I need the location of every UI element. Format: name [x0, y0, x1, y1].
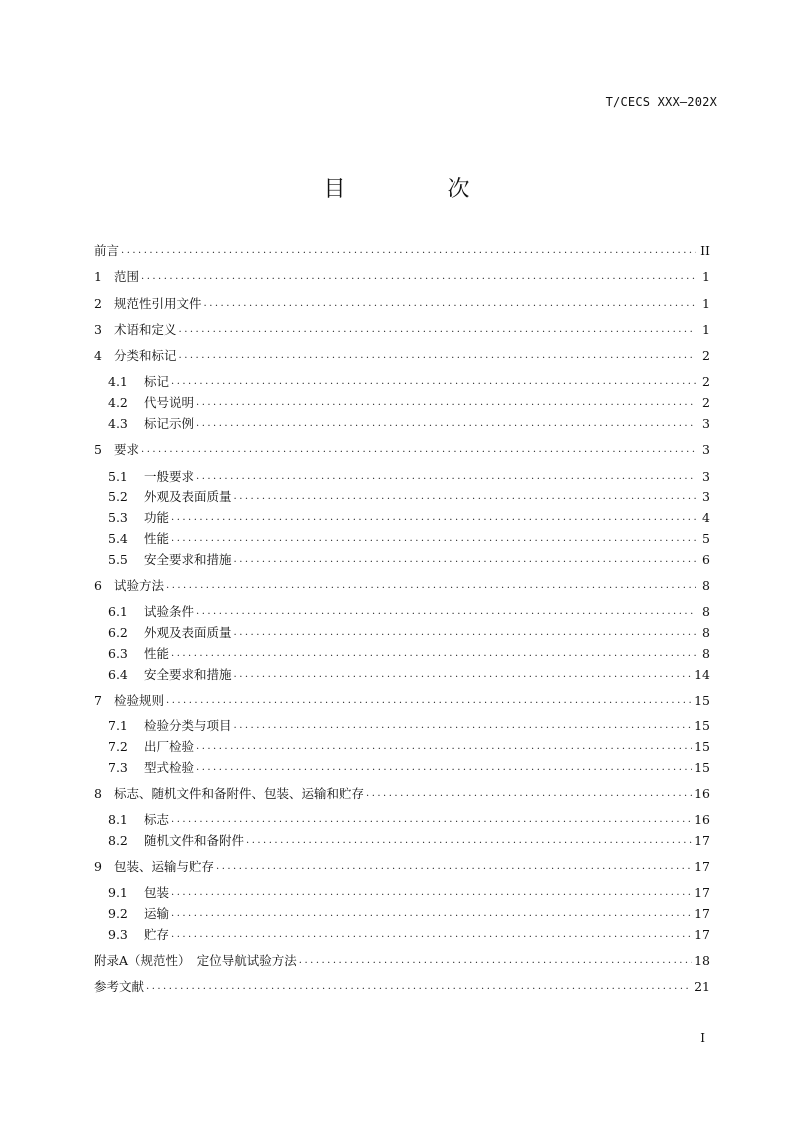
- toc-dot-leader: [196, 471, 696, 482]
- toc-entry-number: 4.3: [108, 415, 128, 431]
- toc-entry-label: 检验规则: [114, 693, 165, 708]
- toc-dot-leader: [171, 929, 692, 940]
- toc-entry-label: 性能: [144, 531, 170, 546]
- toc-entry[interactable]: [94, 439, 710, 459]
- toc-entry-number: 9.2: [108, 905, 128, 921]
- toc-dot-leader: [141, 444, 696, 455]
- toc-entry-page: 6: [702, 551, 710, 567]
- toc-dot-leader: [196, 606, 696, 617]
- toc-entry-label: 分类和标记: [114, 348, 177, 363]
- toc-entry-label: 参考文献: [94, 979, 145, 994]
- toc-entry[interactable]: [108, 903, 710, 923]
- toc-entry-page: 8: [702, 645, 710, 661]
- toc-entry-number: 6.3: [108, 645, 128, 661]
- toc-entry-page: 2: [702, 347, 710, 363]
- toc-entry-label: 试验方法: [114, 578, 165, 593]
- toc-dot-leader: [179, 350, 696, 361]
- toc-entry[interactable]: [108, 507, 710, 527]
- toc-entry[interactable]: [108, 882, 710, 902]
- toc-dot-leader: [171, 512, 696, 523]
- toc-entry-page: 8: [702, 577, 710, 593]
- toc-entry-number: 8: [94, 785, 102, 801]
- document-id: T/CECS XXX—202X: [605, 95, 717, 109]
- toc-dot-leader: [196, 762, 692, 773]
- toc-entry[interactable]: [108, 715, 710, 735]
- toc-entry-number: 5.3: [108, 509, 128, 525]
- toc-entry-page: 8: [702, 603, 710, 619]
- toc-entry-number: 9: [94, 858, 102, 874]
- toc-dot-leader: [166, 580, 696, 591]
- toc-entry[interactable]: [108, 528, 710, 548]
- toc-dot-leader: [246, 835, 692, 846]
- toc-entry-page: 17: [694, 905, 710, 921]
- toc-entry-label: 性能: [144, 646, 170, 661]
- toc-entry[interactable]: [94, 783, 710, 803]
- toc-dot-leader: [171, 376, 696, 387]
- toc-entry-label: 外观及表面质量: [144, 625, 232, 640]
- toc-entry-page: 8: [702, 624, 710, 640]
- toc-entry-page: 15: [694, 759, 710, 775]
- toc-entry-page: 16: [694, 785, 710, 801]
- toc-entry-page: 3: [702, 441, 710, 457]
- toc-dot-leader: [179, 324, 696, 335]
- toc-entry[interactable]: [108, 622, 710, 642]
- toc-entry-label: 标记示例: [144, 416, 195, 431]
- toc-entry-label: 标志: [144, 812, 170, 827]
- toc-entry-page: 17: [694, 832, 710, 848]
- toc-entry[interactable]: [108, 413, 710, 433]
- toc-entry-page: 18: [694, 952, 710, 968]
- toc-entry-number: 5.1: [108, 468, 128, 484]
- toc-entry-label: 前言: [94, 243, 120, 258]
- toc-entry-label: 要求: [114, 442, 140, 457]
- toc-dot-leader: [171, 533, 696, 544]
- toc-entry-page: 3: [702, 488, 710, 504]
- toc-entry-number: 7.1: [108, 717, 128, 733]
- toc-dot-leader: [299, 955, 692, 966]
- toc-entry[interactable]: [108, 736, 710, 756]
- toc-entry-label: 范围: [114, 269, 140, 284]
- toc-entry-number: 4.1: [108, 373, 128, 389]
- toc-entry[interactable]: [108, 809, 710, 829]
- toc-entry[interactable]: [94, 293, 710, 313]
- toc-entry-label: 贮存: [144, 927, 170, 942]
- toc-entry-number: 4: [94, 347, 102, 363]
- toc-entry-page: 14: [694, 666, 710, 682]
- toc-dot-leader: [166, 695, 692, 706]
- toc-entry-label: 外观及表面质量: [144, 489, 232, 504]
- toc-entry-page: 15: [694, 717, 710, 733]
- toc-entry-label: 功能: [144, 510, 170, 525]
- toc-entry-number: 5.4: [108, 530, 128, 546]
- toc-entry-page: 3: [702, 468, 710, 484]
- toc-entry-label: 安全要求和措施: [144, 667, 232, 682]
- toc-entry[interactable]: [108, 757, 710, 777]
- toc-dot-leader: [204, 298, 696, 309]
- toc-entry[interactable]: [108, 924, 710, 944]
- toc-dot-leader: [234, 491, 696, 502]
- toc-dot-leader: [196, 418, 696, 429]
- toc-entry-number: 8.2: [108, 832, 128, 848]
- toc-entry-page: 3: [702, 415, 710, 431]
- toc-entry-number: 5.5: [108, 551, 128, 567]
- toc-entry-page: 17: [694, 884, 710, 900]
- toc-entry[interactable]: [108, 643, 710, 663]
- toc-dot-leader: [171, 908, 692, 919]
- toc-dot-leader: [216, 861, 692, 872]
- toc-entry-number: 6.4: [108, 666, 128, 682]
- toc-entry-number: 8.1: [108, 811, 128, 827]
- toc-entry-label: 标志、随机文件和备附件、包装、运输和贮存: [114, 786, 365, 801]
- toc-entry-number: 5.2: [108, 488, 128, 504]
- toc-entry-page: 16: [694, 811, 710, 827]
- toc-dot-leader: [234, 669, 693, 680]
- toc-entry[interactable]: [94, 319, 710, 339]
- toc-entry-number: 6.1: [108, 603, 128, 619]
- toc-dot-leader: [234, 627, 696, 638]
- toc-entry-label: 术语和定义: [114, 322, 177, 337]
- toc-entry-page: 21: [694, 978, 710, 994]
- toc-entry-label: 出厂检验: [144, 739, 195, 754]
- toc-dot-leader: [196, 397, 696, 408]
- toc-entry[interactable]: [108, 486, 710, 506]
- toc-dot-leader: [171, 814, 692, 825]
- toc-entry-label: 试验条件: [144, 604, 195, 619]
- toc-entry-number: 9.1: [108, 884, 128, 900]
- toc-entry-label: 型式检验: [144, 760, 195, 775]
- toc-dot-leader: [171, 887, 692, 898]
- toc-entry-label: 包装: [144, 885, 170, 900]
- toc-entry-number: 6: [94, 577, 102, 593]
- toc-entry-page: 1: [702, 321, 710, 337]
- toc-entry-page: 2: [702, 394, 710, 410]
- toc-entry-number: 9.3: [108, 926, 128, 942]
- toc-dot-leader: [366, 788, 692, 799]
- toc-entry-number: 6.2: [108, 624, 128, 640]
- toc-entry[interactable]: [108, 549, 710, 569]
- toc-entry[interactable]: [108, 830, 710, 850]
- toc-dot-leader: [234, 554, 696, 565]
- toc-entry-page: 1: [702, 295, 710, 311]
- toc-entry[interactable]: [94, 240, 710, 260]
- toc-entry-label: 代号说明: [144, 395, 195, 410]
- toc-entry[interactable]: [108, 601, 710, 621]
- toc-entry[interactable]: [94, 345, 710, 365]
- toc-entry-number: 7.3: [108, 759, 128, 775]
- toc-entry-page: 5: [702, 530, 710, 546]
- toc-entry[interactable]: [108, 392, 710, 412]
- page-title: 目 次: [323, 177, 510, 202]
- toc-entry-page: 15: [694, 692, 710, 708]
- page-number: I: [700, 1031, 705, 1045]
- toc-entry-page: 17: [694, 926, 710, 942]
- toc-dot-leader: [234, 720, 693, 731]
- toc-entry-number: 2: [94, 295, 102, 311]
- toc-entry-page: 1: [702, 268, 710, 284]
- toc-dot-leader: [121, 245, 696, 256]
- toc-entry-number: 7.2: [108, 738, 128, 754]
- toc-entry[interactable]: [108, 664, 710, 684]
- toc-entry-label: 规范性引用文件: [114, 296, 202, 311]
- toc-entry-page: 17: [694, 858, 710, 874]
- toc-entry[interactable]: [94, 976, 710, 996]
- toc-dot-leader: [196, 741, 692, 752]
- toc-entry-label: 安全要求和措施: [144, 552, 232, 567]
- toc-entry[interactable]: [94, 266, 710, 286]
- toc-entry-label: 运输: [144, 906, 170, 921]
- toc-entry[interactable]: [108, 371, 710, 391]
- toc-entry-label: 包装、运输与贮存: [114, 859, 215, 874]
- toc-entry-number: 7: [94, 692, 102, 708]
- toc-entry-number: 4.2: [108, 394, 128, 410]
- toc-entry-page: 15: [694, 738, 710, 754]
- toc-entry[interactable]: [108, 466, 710, 486]
- toc-dot-leader: [146, 981, 692, 992]
- toc-entry-label: 随机文件和备附件: [144, 833, 245, 848]
- toc-entry-number: 3: [94, 321, 102, 337]
- toc-entry-page: 4: [702, 509, 710, 525]
- toc-entry-label: 一般要求: [144, 469, 195, 484]
- toc-entry-page: II: [700, 242, 710, 258]
- toc-entry[interactable]: [94, 690, 710, 710]
- toc-entry-number: 5: [94, 441, 102, 457]
- toc-entry-label: 标记: [144, 374, 170, 389]
- toc-entry-page: 2: [702, 373, 710, 389]
- toc-dot-leader: [171, 648, 696, 659]
- toc-entry[interactable]: [94, 950, 710, 970]
- toc-entry[interactable]: [94, 575, 710, 595]
- toc-entry[interactable]: [94, 856, 710, 876]
- toc-dot-leader: [141, 271, 696, 282]
- toc-entry-label: 附录A（规范性） 定位导航试验方法: [94, 953, 297, 968]
- toc-entry-label: 检验分类与项目: [144, 718, 232, 733]
- toc-entry-number: 1: [94, 268, 102, 284]
